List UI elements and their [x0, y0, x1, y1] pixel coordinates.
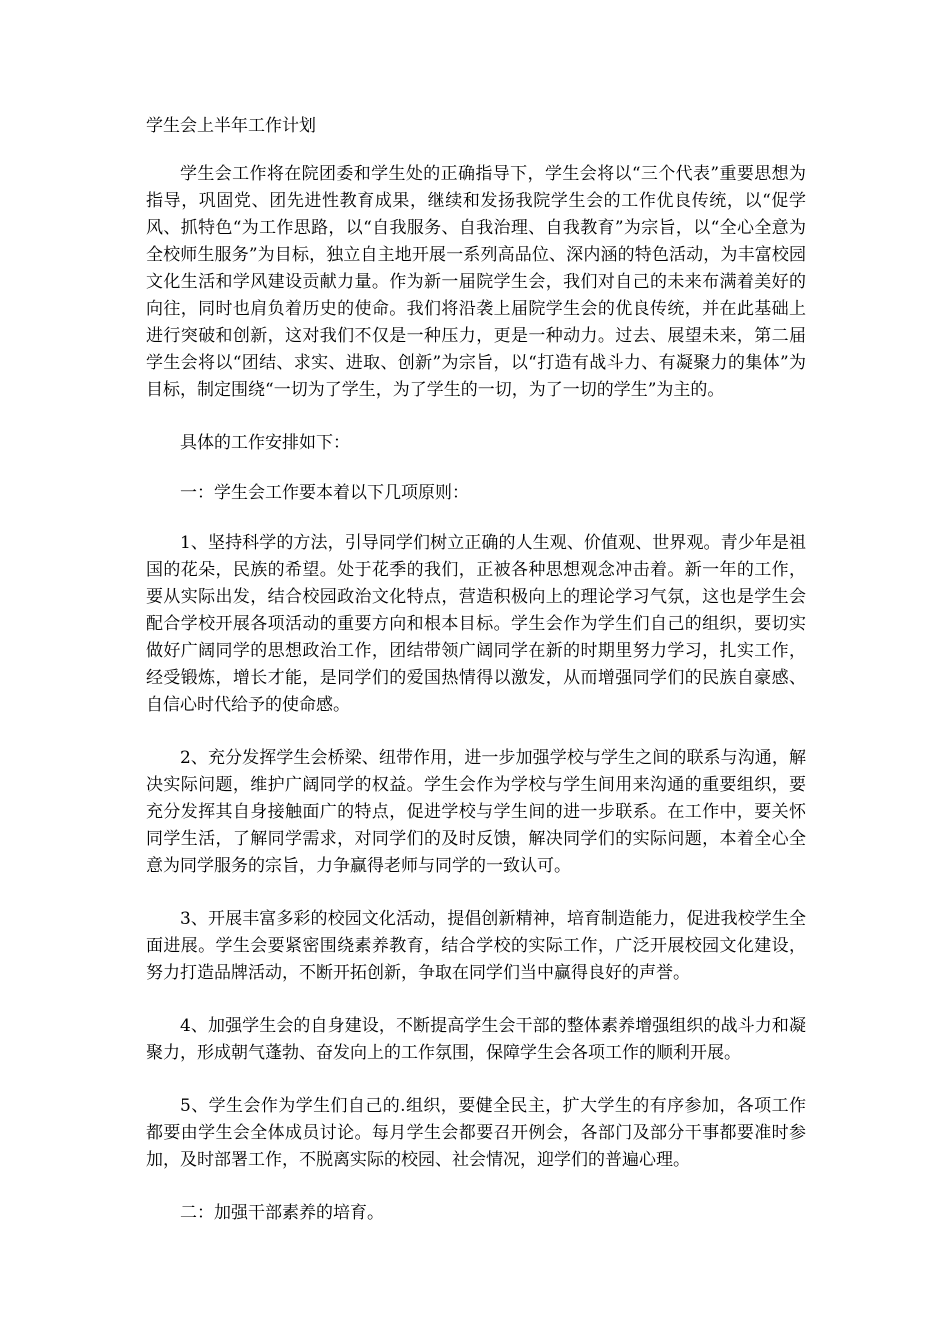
paragraph-principle-4: 4、加强学生会的自身建设，不断提高学生会干部的整体素养增强组织的战斗力和凝聚力，形成朝气蓬勃、奋发向上的工作氛围，保障学生会各项工作的顺利开展。 — [146, 1016, 806, 1063]
paragraph-intro: 学生会工作将在院团委和学生处的正确指导下，学生会将以“三个代表”重要思想为指导，巩固党、团先进性教育成果，继续和发扬我院学生会的工作优良传统，以“促学风、抓特色“为工作思路，以“自我服务、自我治理、自我教育”为宗旨，以“全心全意为全校师生服务”为目标，独立自主地开展一系列高品位、深内涵的特色活动，为丰富校园文化生活和学风建设贡献力量。作为新一届院学生会，我们对自己的未来布满着美好的向往，同时也肩负着历史的使命。我们将沿袭上届院学生会的优良传统，并在此基础上进行突破和创新，这对我们不仅是一种压力，更是一种动力。过去、展望未来，第二届学生会将以“团结、求实、进取、创新”为宗旨，以“打造有战斗力、有凝聚力的集体”为目标，制定围绕“一切为了学生，为了学生的一切，为了一切的学生”为主的。 — [146, 164, 806, 400]
paragraph-principle-5: 5、学生会作为学生们自己的.组织，要健全民主，扩大学生的有序参加，各项工作都要由学生会全体成员讨论。每月学生会都要召开例会，各部门及部分干事都要准时参加，及时部署工作，不脱离实际的校园、社会情况，迎学们的普遍心理。 — [146, 1096, 806, 1170]
paragraph-principle-2: 2、充分发挥学生会桥梁、纽带作用，进一步加强学校与学生之间的联系与沟通，解决实际问题，维护广阔同学的权益。学生会作为学校与学生间用来沟通的重要组织，要充分发挥其自身接触面广的特点，促进学校与学生间的进一步联系。在工作中，要关怀同学生活，了解同学需求，对同学们的及时反馈，解决同学们的实际问题，本着全心全意为同学服务的宗旨，力争赢得老师与同学的一致认可。 — [146, 748, 806, 876]
section-heading-principles: 一：学生会工作要本着以下几项原则： — [180, 483, 469, 503]
section-heading-cadre-training: 二：加强干部素养的培育。 — [180, 1203, 384, 1223]
document-title: 学生会上半年工作计划 — [146, 116, 316, 136]
document-page — [146, 113, 806, 1253]
paragraph-principle-1: 1、坚持科学的方法，引导同学们树立正确的人生观、价值观、世界观。青少年是祖国的花朵，民族的希望。处于花季的我们，正被各种思想观念冲击着。新一年的工作，要从实际出发，结合校园政治文化特点，营造积极向上的理论学习气氛，这也是学生会配合学校开展各项活动的重要方向和根本目标。学生会作为学生们自己的组织，要切实做好广阔同学的思想政治工作，团结带领广阔同学在新的时期里努力学习，扎实工作，经受锻炼，增长才能，是同学们的爱国热情得以激发，从而增强同学们的民族自豪感、自信心时代给予的使命感。 — [146, 533, 806, 715]
paragraph-principle-3: 3、开展丰富多彩的校园文化活动，提倡创新精神，培育制造能力，促进我校学生全面进展。学生会要紧密围绕素养教育，结合学校的实际工作，广泛开展校园文化建设，努力打造品牌活动，不断开拓创新，争取在同学们当中赢得良好的声誉。 — [146, 909, 806, 983]
paragraph-arrangement: 具体的工作安排如下： — [180, 433, 350, 453]
